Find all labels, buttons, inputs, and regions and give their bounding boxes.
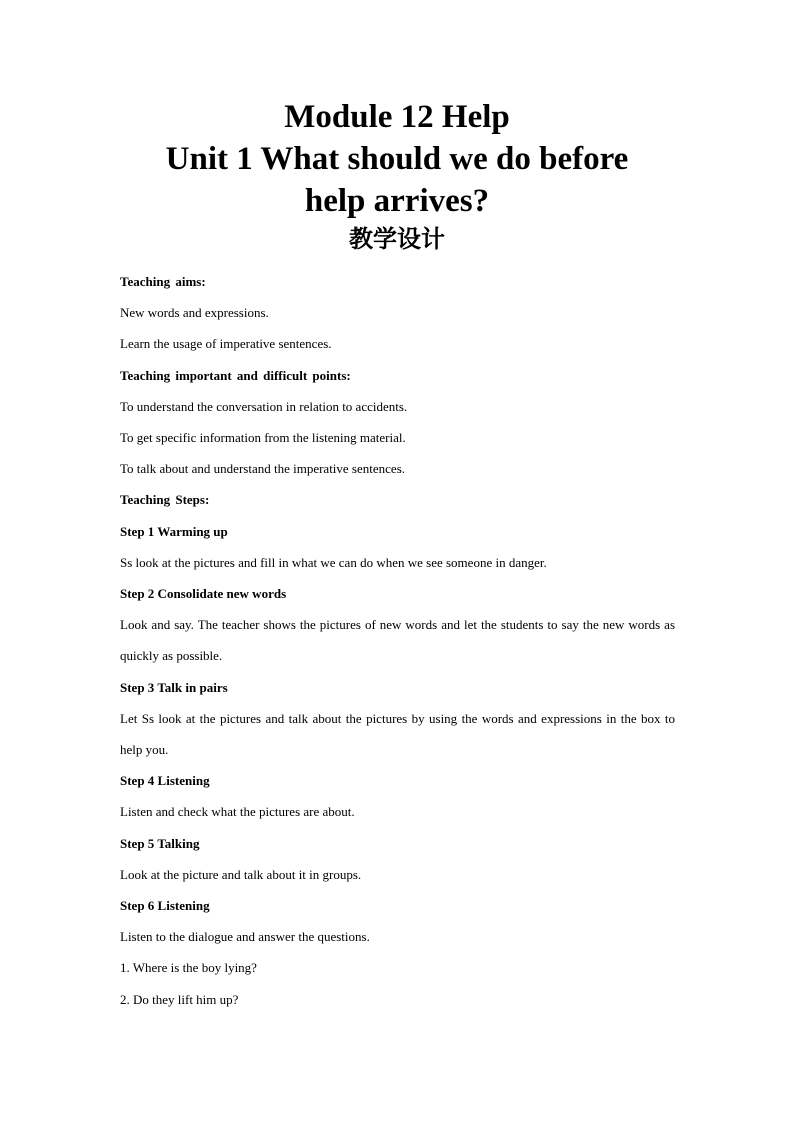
step-text: Look at the picture and talk about it in groups. (120, 866, 362, 882)
point-item: To talk about and understand the imperative sentences. (120, 461, 405, 477)
step-text: Look and say. The teacher shows the pictures of new words and let the students to say the new words as quickly as possible. (120, 617, 675, 664)
step-title: Step 6 Listening (120, 898, 210, 914)
step-text: Listen and check what the pictures are about. (120, 804, 355, 820)
question-item: 2. Do they lift him up? (120, 991, 239, 1007)
document-subtitle: 教学设计 (349, 225, 445, 253)
step-text: Let Ss look at the pictures and talk about the pictures by using the words and expressions in the box to help you. (120, 710, 675, 758)
unit-title-line-1: Unit 1 What should we do before (165, 141, 629, 177)
aims-heading: Teaching aims: (120, 274, 206, 289)
step-title: Step 2 Consolidate new words (120, 586, 287, 602)
question-item: 1. Where is the boy lying? (120, 960, 257, 976)
module-title: Module 12 Help (284, 99, 510, 135)
aim-item: New words and expressions. (120, 305, 269, 321)
step-title: Step 1 Warming up (120, 523, 228, 539)
step-title: Step 5 Talking (120, 835, 200, 851)
point-item: To get specific information from the listening material. (120, 430, 406, 446)
steps-heading: Teaching Steps: (120, 492, 210, 508)
document-body (120, 266, 675, 1015)
unit-title-line-2: help arrives? (304, 183, 490, 219)
title-block (0, 96, 794, 254)
step-text: Ss look at the pictures and fill in what we can do when we see someone in danger. (120, 554, 547, 570)
step-text: Listen to the dialogue and answer the questions. (120, 929, 370, 945)
step-title: Step 3 Talk in pairs (120, 679, 228, 695)
points-heading: Teaching important and difficult points: (120, 367, 351, 383)
aim-item: Learn the usage of imperative sentences. (120, 336, 332, 352)
step-title: Step 4 Listening (120, 773, 210, 789)
point-item: To understand the conversation in relation to accidents. (120, 398, 408, 414)
